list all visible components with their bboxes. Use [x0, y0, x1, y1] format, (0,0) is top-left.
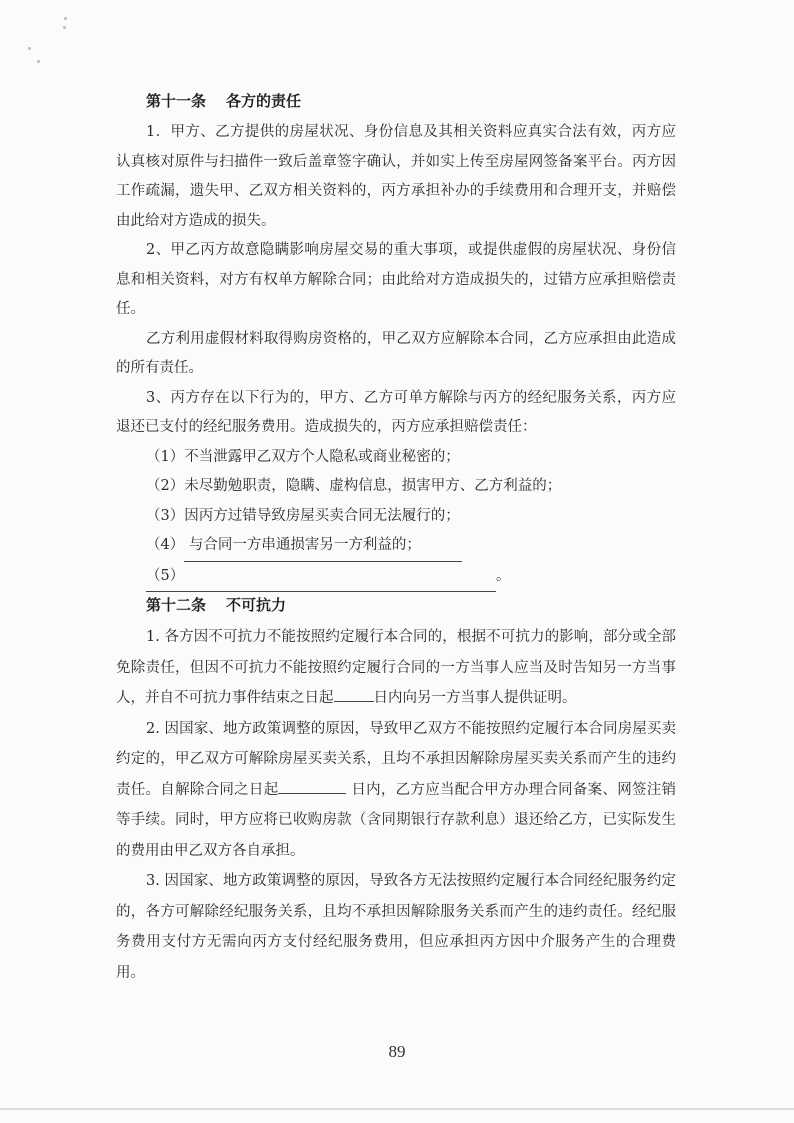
item-4-underlined-text — [184, 531, 462, 562]
bottom-rule — [0, 1108, 794, 1110]
article-12-p1-text-b: 日内向另一方当事人提供证明。 — [373, 690, 577, 706]
article-11-title: 各方的责任 — [226, 92, 302, 110]
article-12-paragraph-2 — [116, 714, 676, 867]
item-4-text: 与合同一方串通损害另一方利益的； — [188, 537, 421, 553]
article-12-heading — [116, 594, 676, 616]
article-12-paragraph-3: 3. 因国家、地方政策调整的原因，导致各方无法按照约定履行本合同经纪服务约定的，各方可解除经纪服务关系，且均不承担因解除服务关系而产生的违约责任。经纪服务费用支付方无需向丙方支付经纪服务费用，但应承担丙方因中介服务产生的合理费用。 — [116, 873, 676, 981]
article-11-paragraph-3: 3、丙方存在以下行为的，甲方、乙方可单方解除与丙方的经纪服务关系，丙方应退还已支付的经纪服务费用。造成损失的，丙方应承担赔偿责任： — [116, 389, 676, 435]
article-12-p2-text-b: 日内，乙方应当配合甲方办理合同备案、网签注销等手续。同时，甲方应将已收购房款（含同期银行存款利息）退还给乙方，已实际发生的费用由甲乙双方各自承担。 — [116, 781, 677, 859]
article-11-number: 第十一条 — [146, 92, 207, 110]
document-body — [116, 88, 676, 988]
article-11-item-1: （1）不当泄露甲乙双方个人隐私或商业秘密的； — [146, 448, 460, 465]
item-5-blank-line — [146, 562, 496, 593]
article-11-item-4 — [116, 531, 676, 562]
item-5-prefix: （5） — [146, 567, 185, 584]
article-12-p1-text-a: 1. 各方因不可抗力不能按照约定履行本合同的，根据不可抗力的影响，部分或全部免除责任，但因不可抗力不能按照约定履行合同的一方当事人应当及时告知另一方当事人，并自不可抗力事件结束之日起 — [116, 629, 676, 706]
article-11-item-5 — [116, 562, 676, 593]
article-12-title: 不可抗力 — [226, 596, 287, 614]
article-11-item-3: （3）因丙方过错导致房屋买卖合同无法履行的； — [146, 507, 460, 524]
article-12-number: 第十二条 — [146, 596, 207, 614]
days-blank-2 — [278, 777, 346, 794]
article-12-paragraph-1 — [116, 622, 676, 714]
article-11-item-2: （2）未尽勤勉职责，隐瞒、虚构信息，损害甲方、乙方利益的； — [146, 478, 562, 494]
article-11-paragraph-1: 1．甲方、乙方提供的房屋状况、身份信息及其相关资料应真实合法有效，丙方应认真核对原件与扫描件一致后盖章签字确认，并如实上传至房屋网签备案平台。丙方因工作疏漏，遗失甲、乙双方相关资料的，丙方承担补办的手续费用和合理开支，并赔偿由此给对方造成的损失。 — [116, 124, 676, 229]
page-number: 89 — [388, 1042, 406, 1061]
article-11-heading — [116, 90, 676, 112]
article-11-paragraph-2b: 乙方利用虚假材料取得购房资格的，甲乙双方应解除本合同，乙方应承担由此造成的所有责任。 — [116, 330, 676, 376]
article-11-paragraph-2: 2、甲乙丙方故意隐瞒影响房屋交易的重大事项，或提供虚假的房屋状况、身份信息和相关资料，对方有权单方解除合同；由此给对方造成损失的，过错方应承担赔偿责任。 — [116, 242, 676, 317]
days-blank-1 — [334, 685, 374, 702]
article-12-p2-text-a: 2. 因国家、地方政策调整的原因，导致甲乙双方不能按照约定履行本合同房屋买卖约定的，甲乙双方可解除房屋买卖关系，且均不承担因解除房屋买卖关系而产生的违约责任。自解除合同之日起 — [116, 720, 676, 798]
item-4-prefix: （4） — [146, 537, 185, 553]
item-5-suffix: 。 — [496, 567, 511, 584]
